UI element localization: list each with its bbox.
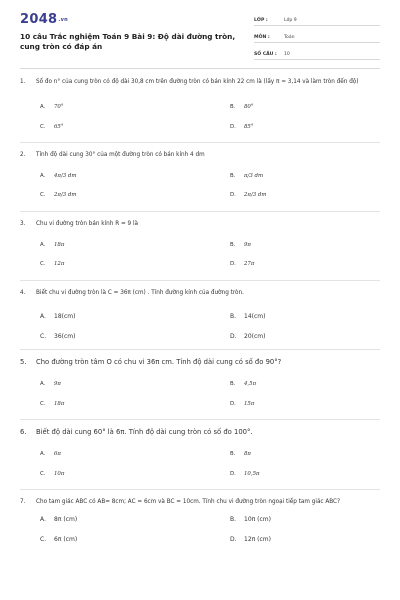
document-title: 10 câu Trắc nghiệm Toán 9 Bài 9: Độ dài đường tròn, cung tròn có đáp án: [20, 32, 236, 51]
option-c[interactable]: [40, 192, 77, 198]
question-number: 3.: [20, 221, 26, 227]
option-value: 9π: [244, 242, 251, 248]
question-divider: [20, 280, 380, 281]
option-label: D.: [230, 124, 236, 130]
option-label: A.: [40, 242, 46, 248]
question-divider: [20, 489, 380, 490]
option-label: A.: [40, 173, 46, 179]
option-label: D.: [230, 401, 236, 407]
question-divider: [20, 142, 380, 143]
question-divider: [20, 419, 380, 420]
question-divider: [20, 349, 380, 350]
option-value: 18π: [54, 242, 65, 248]
option-label: D.: [230, 261, 236, 267]
question-list: [0, 78, 400, 546]
option-value: 15π: [244, 401, 255, 407]
question-4: [0, 289, 400, 341]
option-a[interactable]: [40, 313, 75, 320]
option-value: 2π/3 dm: [244, 192, 267, 198]
option-value: 10π (cm): [244, 516, 271, 523]
site-logo[interactable]: [20, 12, 68, 27]
option-value: 2π/3 dm: [54, 192, 77, 198]
question-7: [0, 498, 400, 546]
option-value: 10,5π: [244, 471, 260, 477]
option-b[interactable]: [230, 173, 263, 179]
document-meta: [254, 11, 380, 62]
option-b[interactable]: [230, 104, 254, 110]
option-label: C.: [40, 261, 46, 267]
option-label: A.: [40, 313, 46, 320]
meta-subject-label: MÔN :: [254, 35, 270, 40]
option-value: π/3 dm: [244, 173, 264, 179]
header-divider: [20, 68, 380, 69]
option-value: 6π (cm): [54, 536, 78, 543]
option-label: C.: [40, 333, 47, 340]
question-number: 6.: [20, 428, 27, 436]
question-divider: [20, 211, 380, 212]
question-3: [0, 220, 400, 270]
document-header: [0, 0, 400, 66]
option-label: C.: [40, 124, 46, 130]
option-value: 10π: [54, 471, 65, 477]
option-value: 20(cm): [244, 333, 266, 340]
question-text: Cho đường tròn tâm O có chu vi 36π cm. Tính độ dài cung có số đo 90°?: [36, 358, 282, 366]
option-value: 4π/3 dm: [54, 173, 77, 179]
option-value: 85°: [244, 124, 254, 130]
meta-count-value: 10: [284, 52, 290, 57]
option-label: B.: [230, 104, 236, 110]
question-number: 5.: [20, 358, 27, 366]
option-label: D.: [230, 471, 236, 477]
option-c[interactable]: [40, 333, 75, 340]
question-2: [0, 151, 400, 203]
option-c[interactable]: [40, 124, 64, 130]
option-b[interactable]: [230, 242, 251, 248]
option-label: C.: [40, 536, 47, 543]
question-text: Cho tam giác ABC có AB= 8cm; AC = 6cm và BC = 10cm. Tính chu vi đường tròn ngoại tiếp tam giác ABC?: [36, 499, 341, 505]
option-label: B.: [230, 313, 237, 320]
option-d[interactable]: [230, 536, 271, 543]
option-a[interactable]: [40, 516, 77, 523]
option-b[interactable]: [230, 451, 251, 457]
option-label: A.: [40, 516, 46, 523]
option-value: 8π: [244, 451, 251, 457]
option-label: D.: [230, 192, 236, 198]
option-c[interactable]: [40, 471, 64, 477]
option-d[interactable]: [230, 192, 267, 198]
option-a[interactable]: [40, 451, 61, 457]
option-b[interactable]: [230, 313, 265, 320]
option-value: 6π: [54, 451, 61, 457]
option-a[interactable]: [40, 242, 64, 248]
option-value: 8π (cm): [54, 516, 78, 523]
question-text: Số đo n° của cung tròn có độ dài 30,8 cm trên đường tròn có bán kính 22 cm là (lấy π ≈ 3,14 và làm tròn đến độ): [36, 79, 359, 85]
option-label: B.: [230, 242, 236, 248]
option-value: 80°: [244, 104, 254, 110]
option-label: C.: [40, 471, 46, 477]
option-label: B.: [230, 173, 236, 179]
option-label: A.: [40, 104, 46, 110]
option-a[interactable]: [40, 104, 64, 110]
question-number: 7.: [20, 499, 26, 505]
question-1: [0, 78, 400, 130]
option-label: B.: [230, 451, 236, 457]
option-d[interactable]: [230, 401, 254, 407]
meta-count-row: [254, 45, 380, 60]
option-label: B.: [230, 381, 236, 387]
option-d[interactable]: [230, 261, 254, 267]
option-label: C.: [40, 192, 46, 198]
question-number: 1.: [20, 79, 26, 85]
option-b[interactable]: [230, 381, 256, 387]
question-6: [0, 428, 400, 481]
question-5: [0, 358, 400, 411]
option-b[interactable]: [230, 516, 271, 523]
option-value: 18π: [54, 401, 65, 407]
option-d[interactable]: [230, 471, 260, 477]
option-a[interactable]: [40, 381, 61, 387]
option-value: 27π: [244, 261, 255, 267]
question-text: Biết độ dài cung 60° là 6π. Tính độ dài cung tròn có số đo 100°.: [36, 428, 253, 436]
option-value: 36(cm): [54, 333, 76, 340]
meta-subject-row: [254, 28, 380, 43]
option-value: 14(cm): [244, 313, 266, 320]
option-value: 18(cm): [54, 313, 76, 320]
option-value: 70°: [54, 104, 64, 110]
question-text: Tính độ dài cung 30° của một đường tròn có bán kính 4 dm: [36, 152, 205, 158]
option-label: D.: [230, 536, 237, 543]
option-d[interactable]: [230, 124, 254, 130]
option-c[interactable]: [40, 401, 64, 407]
meta-class-row: [254, 11, 380, 26]
option-d[interactable]: [230, 333, 265, 340]
question-number: 4.: [20, 290, 26, 296]
option-value: 12π (cm): [244, 536, 271, 543]
option-label: C.: [40, 401, 46, 407]
logo-suffix: .vn: [58, 16, 69, 23]
option-c[interactable]: [40, 261, 64, 267]
option-label: B.: [230, 516, 237, 523]
meta-count-label: SỐ CÂU :: [254, 52, 277, 57]
option-value: 65°: [54, 124, 64, 130]
question-number: 2.: [20, 152, 26, 158]
meta-subject-value: Toán: [284, 35, 295, 40]
option-label: D.: [230, 333, 237, 340]
option-value: 12π: [54, 261, 65, 267]
meta-class-label: LỚP :: [254, 18, 268, 23]
question-text: Chu vi đường tròn bán kính R = 9 là: [36, 221, 139, 227]
option-value: 4,5π: [244, 381, 257, 387]
option-label: A.: [40, 451, 46, 457]
option-c[interactable]: [40, 536, 77, 543]
question-text: Biết chu vi đường tròn là C = 36π (cm) . Tính đường kính của đường tròn.: [36, 290, 244, 296]
logo-text: 2048: [20, 12, 58, 27]
option-a[interactable]: [40, 173, 77, 179]
option-value: 9π: [54, 381, 61, 387]
meta-class-value: Lớp 9: [284, 18, 297, 23]
option-label: A.: [40, 381, 46, 387]
